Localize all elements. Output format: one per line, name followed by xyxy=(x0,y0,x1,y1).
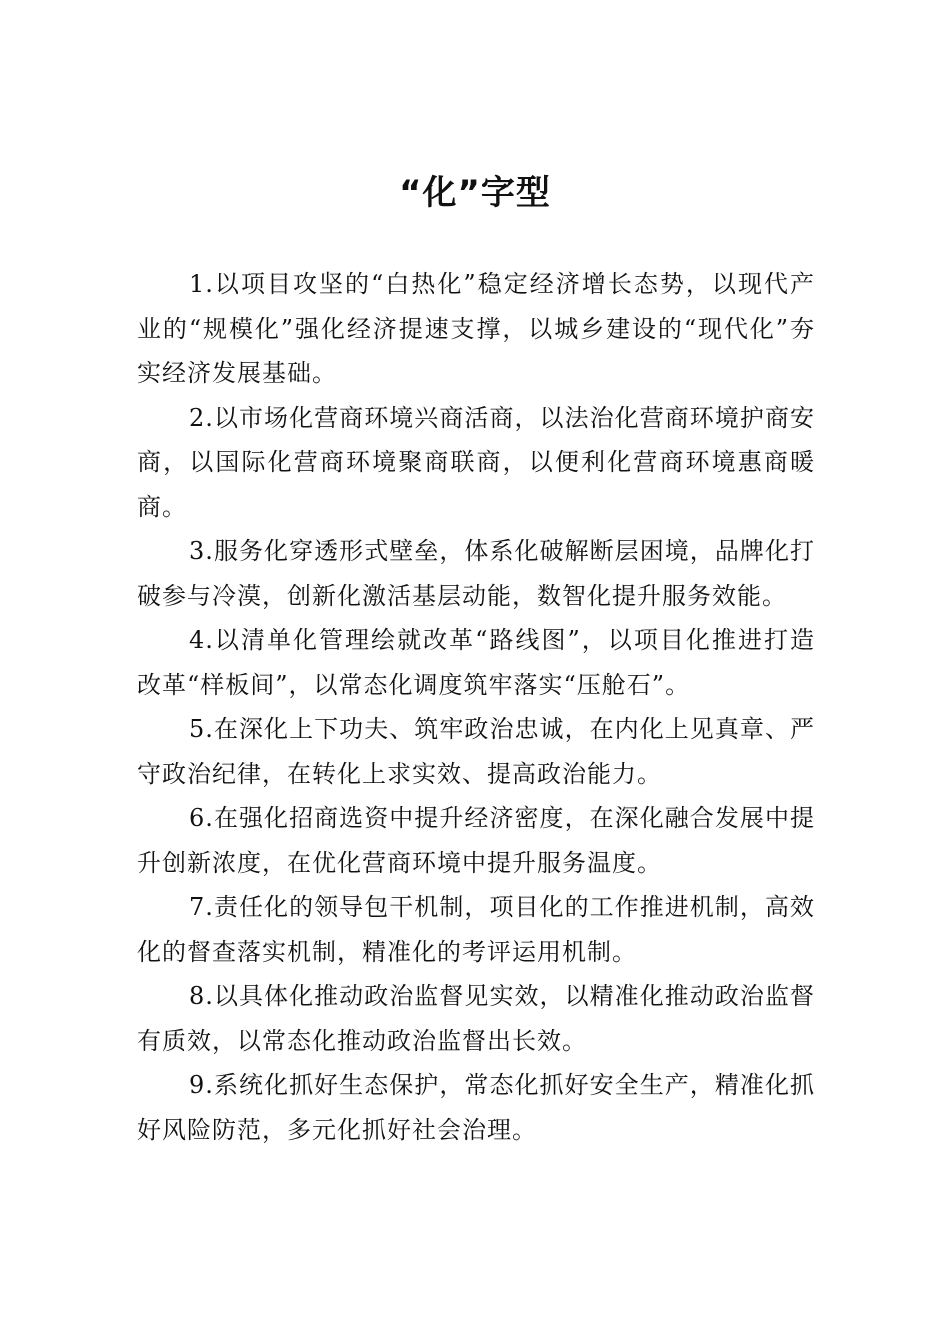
document-title: “化”字型 xyxy=(399,173,551,213)
paragraph-8: 8.以具体化推动政治监督见实效，以精准化推动政治监督有质效，以常态化推动政治监督出长效。 xyxy=(137,982,815,1055)
paragraph-9: 9.系统化抓好生态保护，常态化抓好安全生产，精准化抓好风险防范，多元化抓好社会治理。 xyxy=(137,1071,815,1144)
document-body xyxy=(137,262,815,1152)
paragraph-7: 7.责任化的领导包干机制，项目化的工作推进机制，高效化的督查落实机制，精准化的考评运用机制。 xyxy=(137,893,815,966)
paragraph-6: 6.在强化招商选资中提升经济密度，在深化融合发展中提升创新浓度，在优化营商环境中提升服务温度。 xyxy=(137,804,815,877)
paragraph-3: 3.服务化穿透形式壁垒，体系化破解断层困境，品牌化打破参与冷漠，创新化激活基层动能，数智化提升服务效能。 xyxy=(137,537,815,610)
paragraph-2: 2.以市场化营商环境兴商活商，以法治化营商环境护商安商，以国际化营商环境聚商联商，以便利化营商环境惠商暖商。 xyxy=(137,403,815,521)
paragraph-5: 5.在深化上下功夫、筑牢政治忠诚，在内化上见真章、严守政治纪律，在转化上求实效、提高政治能力。 xyxy=(137,715,815,788)
paragraph-4: 4.以清单化管理绘就改革“路线图”，以项目化推进打造改革“样板间”，以常态化调度筑牢落实“压舱石”。 xyxy=(137,626,815,699)
paragraph-1: 1.以项目攻坚的“白热化”稳定经济增长态势，以现代产业的“规模化”强化经济提速支撑，以城乡建设的“现代化”夯实经济发展基础。 xyxy=(137,270,815,387)
